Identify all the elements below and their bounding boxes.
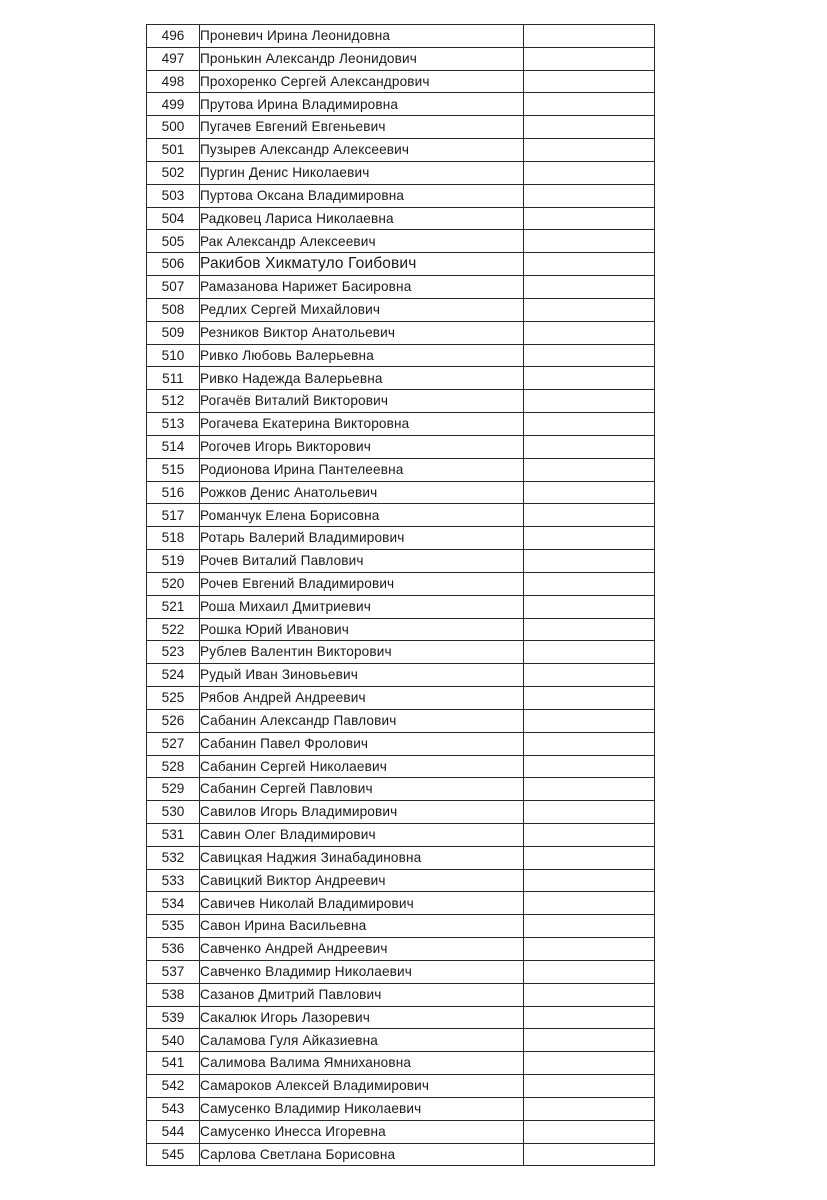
row-number: 518: [147, 527, 200, 550]
table-row: [147, 892, 655, 915]
empty-cell: [524, 70, 655, 93]
empty-cell: [524, 664, 655, 687]
table-row: [147, 1143, 655, 1166]
table-row: [147, 207, 655, 230]
table-row: [147, 869, 655, 892]
empty-cell: [524, 550, 655, 573]
roster-table-body: [147, 25, 655, 1166]
row-number: 542: [147, 1075, 200, 1098]
row-number: 535: [147, 915, 200, 938]
person-name: Рожков Денис Анатольевич: [200, 481, 524, 504]
table-row: [147, 253, 655, 276]
row-number: 539: [147, 1006, 200, 1029]
empty-cell: [524, 915, 655, 938]
empty-cell: [524, 116, 655, 139]
person-name: Рублев Валентин Викторович: [200, 641, 524, 664]
row-number: 525: [147, 687, 200, 710]
table-row: [147, 390, 655, 413]
empty-cell: [524, 641, 655, 664]
table-row: [147, 778, 655, 801]
row-number: 521: [147, 595, 200, 618]
row-number: 498: [147, 70, 200, 93]
empty-cell: [524, 344, 655, 367]
empty-cell: [524, 1029, 655, 1052]
row-number: 507: [147, 276, 200, 299]
empty-cell: [524, 390, 655, 413]
person-name: Савченко Андрей Андреевич: [200, 938, 524, 961]
row-number: 527: [147, 732, 200, 755]
person-name: Пузырев Александр Алексеевич: [200, 139, 524, 162]
table-row: [147, 1120, 655, 1143]
table-row: [147, 230, 655, 253]
row-number: 544: [147, 1120, 200, 1143]
empty-cell: [524, 960, 655, 983]
empty-cell: [524, 1120, 655, 1143]
person-name: Сабанин Павел Фролович: [200, 732, 524, 755]
row-number: 523: [147, 641, 200, 664]
row-number: 528: [147, 755, 200, 778]
person-name: Ривко Любовь Валерьевна: [200, 344, 524, 367]
person-name: Сарлова Светлана Борисовна: [200, 1143, 524, 1166]
person-name: Радковец Лариса Николаевна: [200, 207, 524, 230]
row-number: 538: [147, 983, 200, 1006]
row-number: 504: [147, 207, 200, 230]
empty-cell: [524, 846, 655, 869]
empty-cell: [524, 298, 655, 321]
empty-cell: [524, 938, 655, 961]
table-row: [147, 47, 655, 70]
empty-cell: [524, 778, 655, 801]
row-number: 532: [147, 846, 200, 869]
table-row: [147, 915, 655, 938]
row-number: 533: [147, 869, 200, 892]
person-name: Рочев Евгений Владимирович: [200, 572, 524, 595]
table-row: [147, 527, 655, 550]
table-row: [147, 618, 655, 641]
person-name: Романчук Елена Борисовна: [200, 504, 524, 527]
empty-cell: [524, 367, 655, 390]
table-row: [147, 298, 655, 321]
person-name: Рогочев Игорь Викторович: [200, 435, 524, 458]
row-number: 545: [147, 1143, 200, 1166]
table-row: [147, 960, 655, 983]
person-name: Рогачёв Виталий Викторович: [200, 390, 524, 413]
row-number: 526: [147, 709, 200, 732]
row-number: 499: [147, 93, 200, 116]
row-number: 496: [147, 25, 200, 48]
table-row: [147, 116, 655, 139]
row-number: 524: [147, 664, 200, 687]
table-row: [147, 1006, 655, 1029]
row-number: 543: [147, 1097, 200, 1120]
table-row: [147, 709, 655, 732]
row-number: 510: [147, 344, 200, 367]
table-row: [147, 458, 655, 481]
table-row: [147, 25, 655, 48]
empty-cell: [524, 481, 655, 504]
table-row: [147, 184, 655, 207]
empty-cell: [524, 25, 655, 48]
person-name: Прохоренко Сергей Александрович: [200, 70, 524, 93]
empty-cell: [524, 184, 655, 207]
roster-table: [146, 24, 655, 1166]
person-name: Савичев Николай Владимирович: [200, 892, 524, 915]
person-name: Рогачева Екатерина Викторовна: [200, 413, 524, 436]
table-row: [147, 801, 655, 824]
person-name: Родионова Ирина Пантелеевна: [200, 458, 524, 481]
empty-cell: [524, 253, 655, 276]
row-number: 519: [147, 550, 200, 573]
row-number: 505: [147, 230, 200, 253]
empty-cell: [524, 435, 655, 458]
table-row: [147, 413, 655, 436]
row-number: 516: [147, 481, 200, 504]
table-row: [147, 1052, 655, 1075]
empty-cell: [524, 1052, 655, 1075]
person-name: Савицкая Наджия Зинабадиновна: [200, 846, 524, 869]
document-page: [146, 24, 654, 1166]
row-number: 515: [147, 458, 200, 481]
row-number: 500: [147, 116, 200, 139]
person-name: Ривко Надежда Валерьевна: [200, 367, 524, 390]
row-number: 522: [147, 618, 200, 641]
empty-cell: [524, 527, 655, 550]
row-number: 502: [147, 161, 200, 184]
empty-cell: [524, 276, 655, 299]
table-row: [147, 732, 655, 755]
empty-cell: [524, 755, 655, 778]
person-name: Саламова Гуля Айказиевна: [200, 1029, 524, 1052]
row-number: 517: [147, 504, 200, 527]
row-number: 534: [147, 892, 200, 915]
table-row: [147, 1097, 655, 1120]
empty-cell: [524, 161, 655, 184]
empty-cell: [524, 1075, 655, 1098]
person-name: Рочев Виталий Павлович: [200, 550, 524, 573]
row-number: 520: [147, 572, 200, 595]
person-name: Савицкий Виктор Андреевич: [200, 869, 524, 892]
table-row: [147, 344, 655, 367]
row-number: 536: [147, 938, 200, 961]
empty-cell: [524, 709, 655, 732]
person-name: Самусенко Инесса Игоревна: [200, 1120, 524, 1143]
empty-cell: [524, 595, 655, 618]
row-number: 529: [147, 778, 200, 801]
person-name: Пугачев Евгений Евгеньевич: [200, 116, 524, 139]
person-name: Прутова Ирина Владимировна: [200, 93, 524, 116]
row-number: 513: [147, 413, 200, 436]
person-name: Проневич Ирина Леонидовна: [200, 25, 524, 48]
person-name: Рак Александр Алексеевич: [200, 230, 524, 253]
table-row: [147, 595, 655, 618]
row-number: 497: [147, 47, 200, 70]
person-name: Самароков Алексей Владимирович: [200, 1075, 524, 1098]
table-row: [147, 938, 655, 961]
row-number: 541: [147, 1052, 200, 1075]
table-row: [147, 983, 655, 1006]
empty-cell: [524, 572, 655, 595]
person-name: Рошка Юрий Иванович: [200, 618, 524, 641]
empty-cell: [524, 321, 655, 344]
table-row: [147, 70, 655, 93]
person-name: Резников Виктор Анатольевич: [200, 321, 524, 344]
person-name: Сазанов Дмитрий Павлович: [200, 983, 524, 1006]
row-number: 540: [147, 1029, 200, 1052]
row-number: 537: [147, 960, 200, 983]
empty-cell: [524, 207, 655, 230]
person-name: Рамазанова Нарижет Басировна: [200, 276, 524, 299]
person-name: Ракибов Хикматуло Гоибович: [200, 253, 524, 276]
person-name: Савин Олег Владимирович: [200, 823, 524, 846]
row-number: 503: [147, 184, 200, 207]
table-row: [147, 823, 655, 846]
empty-cell: [524, 869, 655, 892]
row-number: 511: [147, 367, 200, 390]
empty-cell: [524, 47, 655, 70]
empty-cell: [524, 801, 655, 824]
row-number: 530: [147, 801, 200, 824]
empty-cell: [524, 823, 655, 846]
table-row: [147, 664, 655, 687]
row-number: 501: [147, 139, 200, 162]
empty-cell: [524, 230, 655, 253]
person-name: Пуртова Оксана Владимировна: [200, 184, 524, 207]
table-row: [147, 367, 655, 390]
table-row: [147, 161, 655, 184]
empty-cell: [524, 1143, 655, 1166]
person-name: Роша Михаил Дмитриевич: [200, 595, 524, 618]
person-name: Ротарь Валерий Владимирович: [200, 527, 524, 550]
person-name: Савон Ирина Васильевна: [200, 915, 524, 938]
person-name: Сабанин Сергей Николаевич: [200, 755, 524, 778]
person-name: Савилов Игорь Владимирович: [200, 801, 524, 824]
person-name: Сабанин Сергей Павлович: [200, 778, 524, 801]
person-name: Пронькин Александр Леонидович: [200, 47, 524, 70]
empty-cell: [524, 618, 655, 641]
person-name: Салимова Валима Ямнихановна: [200, 1052, 524, 1075]
table-row: [147, 504, 655, 527]
table-row: [147, 1029, 655, 1052]
row-number: 506: [147, 253, 200, 276]
table-row: [147, 846, 655, 869]
table-row: [147, 1075, 655, 1098]
empty-cell: [524, 687, 655, 710]
person-name: Сакалюк Игорь Лазоревич: [200, 1006, 524, 1029]
empty-cell: [524, 983, 655, 1006]
empty-cell: [524, 732, 655, 755]
row-number: 512: [147, 390, 200, 413]
person-name: Редлих Сергей Михайлович: [200, 298, 524, 321]
table-row: [147, 687, 655, 710]
person-name: Самусенко Владимир Николаевич: [200, 1097, 524, 1120]
table-row: [147, 139, 655, 162]
table-row: [147, 93, 655, 116]
table-row: [147, 435, 655, 458]
empty-cell: [524, 892, 655, 915]
row-number: 514: [147, 435, 200, 458]
table-row: [147, 641, 655, 664]
table-row: [147, 755, 655, 778]
person-name: Пургин Денис Николаевич: [200, 161, 524, 184]
table-row: [147, 321, 655, 344]
empty-cell: [524, 504, 655, 527]
empty-cell: [524, 413, 655, 436]
empty-cell: [524, 1097, 655, 1120]
empty-cell: [524, 139, 655, 162]
row-number: 508: [147, 298, 200, 321]
table-row: [147, 550, 655, 573]
person-name: Рябов Андрей Андреевич: [200, 687, 524, 710]
table-row: [147, 276, 655, 299]
empty-cell: [524, 93, 655, 116]
person-name: Сабанин Александр Павлович: [200, 709, 524, 732]
row-number: 531: [147, 823, 200, 846]
table-row: [147, 572, 655, 595]
table-row: [147, 481, 655, 504]
person-name: Рудый Иван Зиновьевич: [200, 664, 524, 687]
row-number: 509: [147, 321, 200, 344]
empty-cell: [524, 458, 655, 481]
empty-cell: [524, 1006, 655, 1029]
person-name: Савченко Владимир Николаевич: [200, 960, 524, 983]
